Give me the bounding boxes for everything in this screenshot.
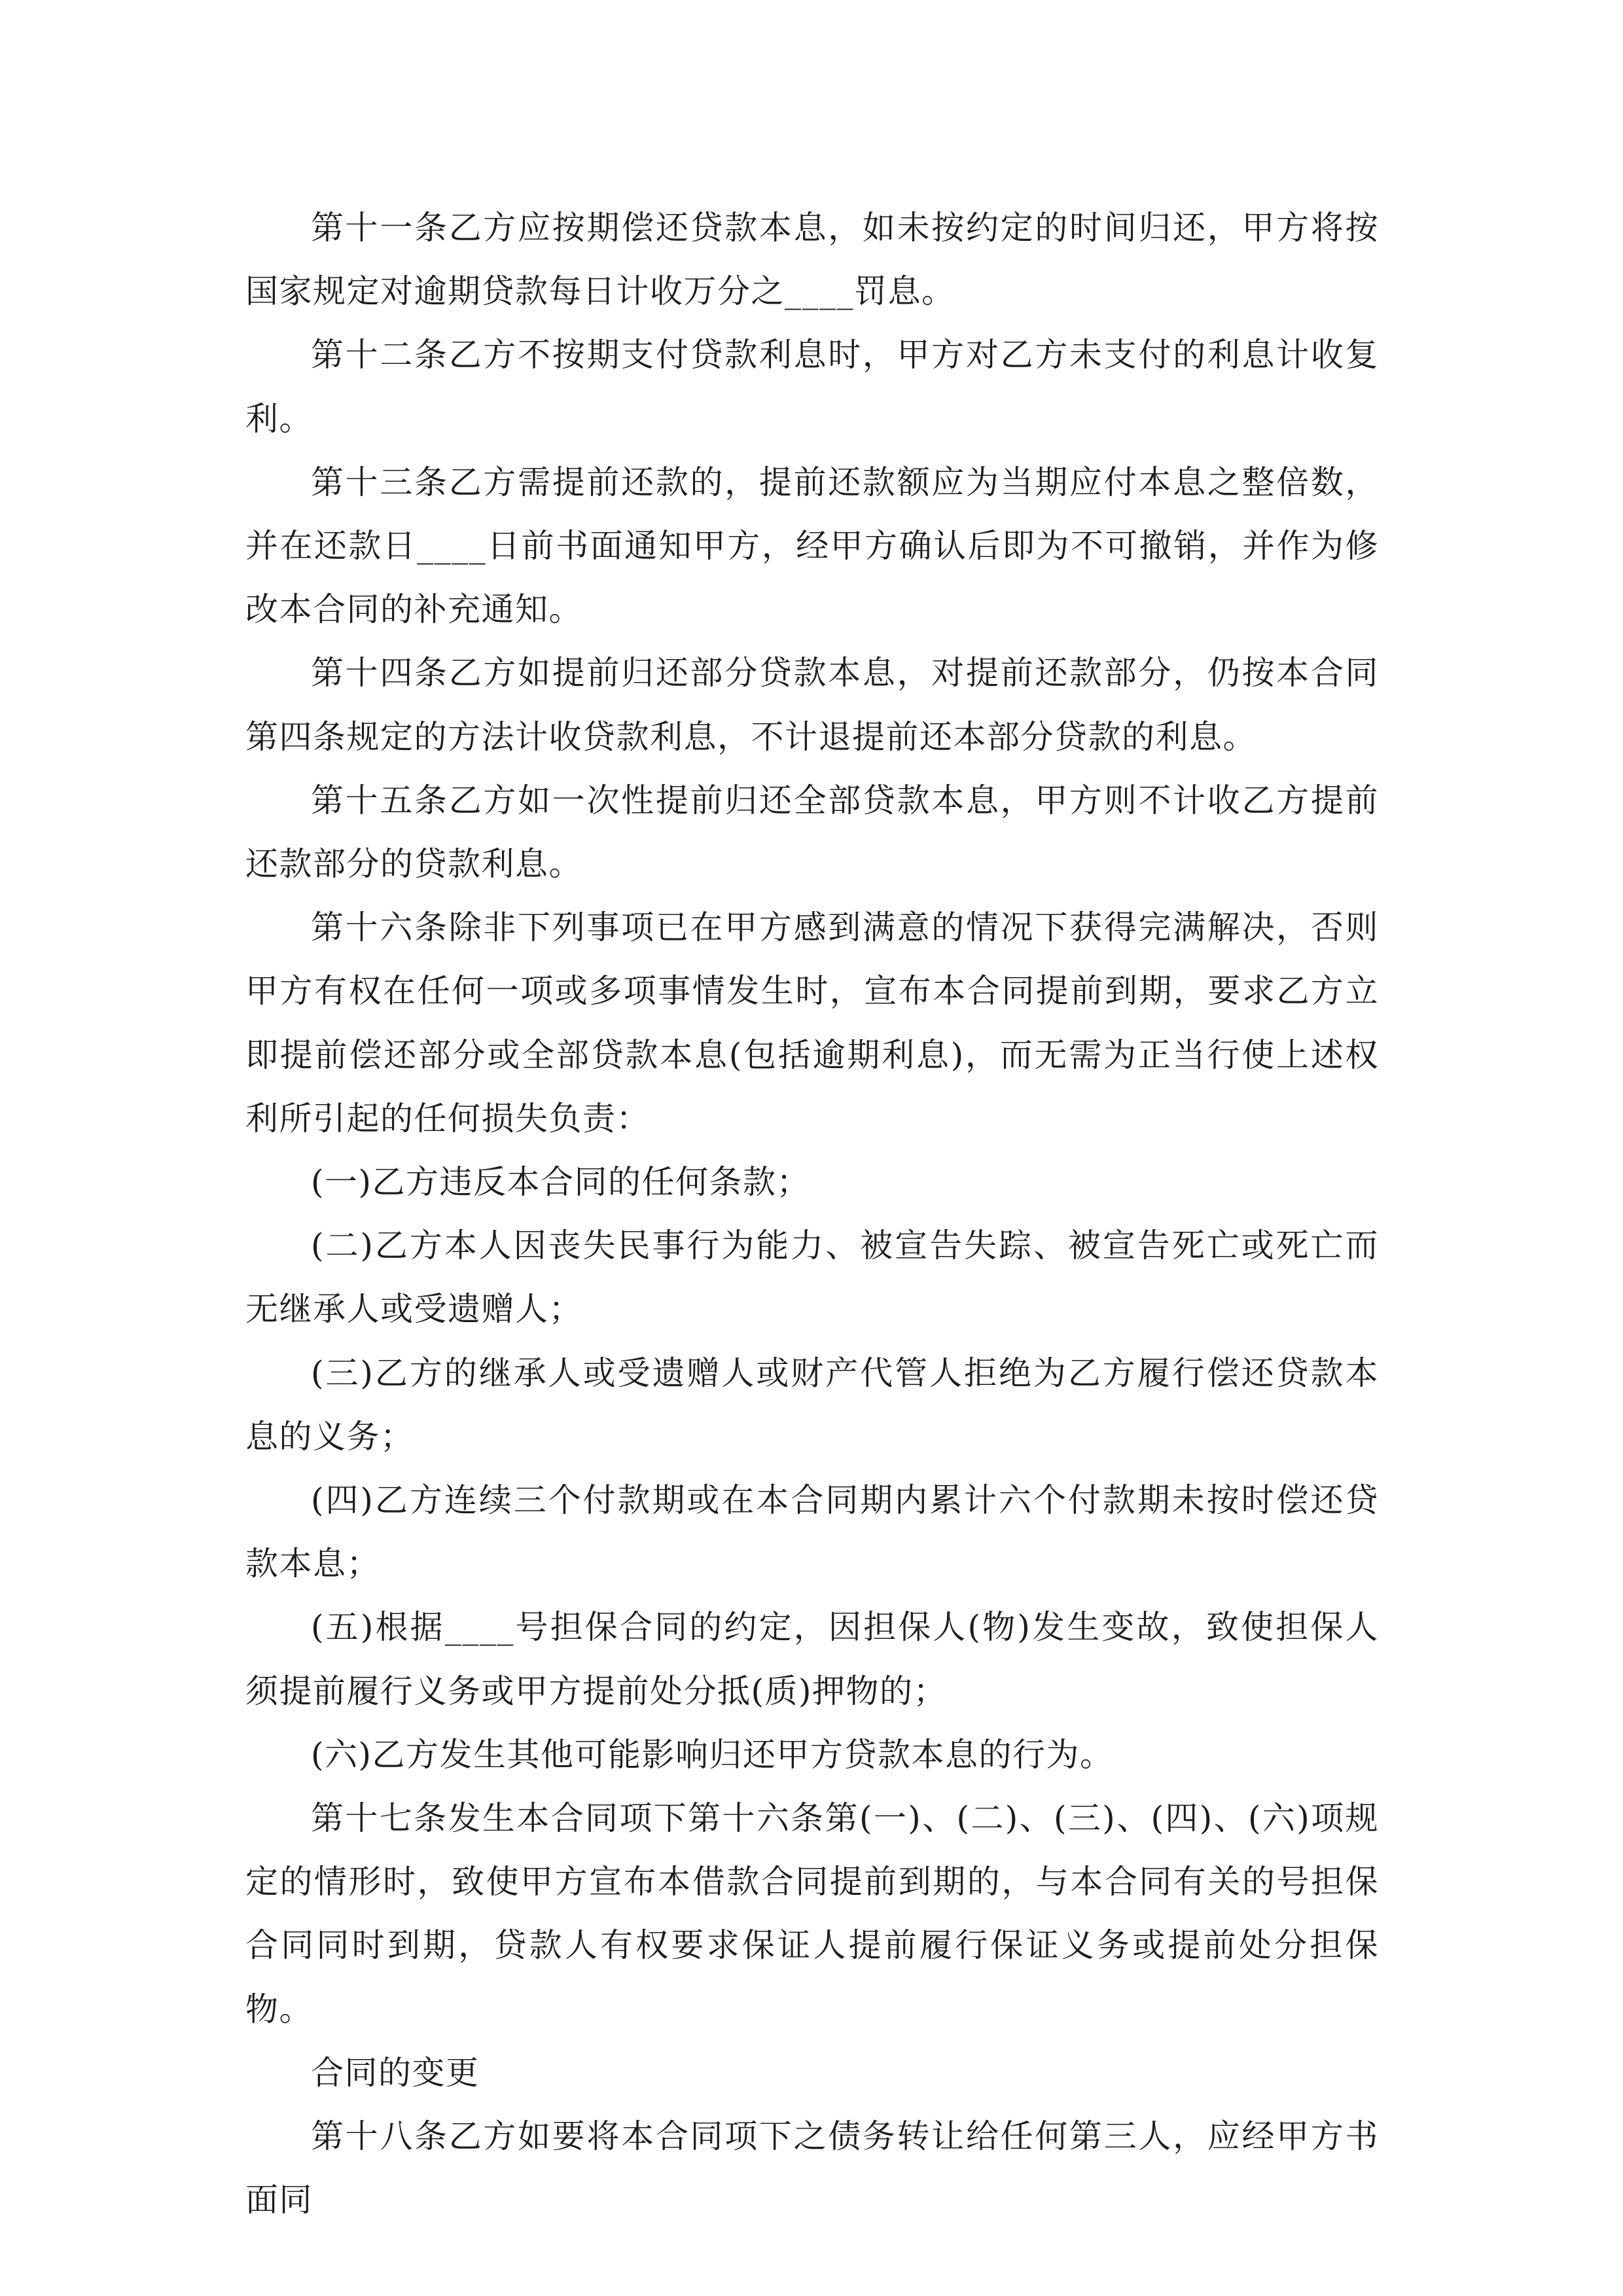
article-13-paragraph: 第十三条乙方需提前还款的，提前还款额应为当期应付本息之整倍数，并在还款日____日前书面通知甲方，经甲方确认后即为不可撤销，并作为修改本合同的补充通知。 xyxy=(245,463,1379,629)
article-11-paragraph: 第十一条乙方应按期偿还贷款本息，如未按约定的时间归还，甲方将按国家规定对逾期贷款每日计收万分之____罚息。 xyxy=(245,209,1379,311)
article-16-item-4: (四)乙方连续三个付款期或在本合同期内累计六个付款期未按时偿还贷款本息； xyxy=(245,1481,1379,1583)
article-16-item-5: (五)根据____号担保合同的约定，因担保人(物)发生变故，致使担保人须提前履行义务或甲方提前处分抵(质)押物的； xyxy=(245,1608,1379,1710)
article-15-paragraph: 第十五条乙方如一次性提前归还全部贷款本息，甲方则不计收乙方提前还款部分的贷款利息。 xyxy=(245,781,1379,884)
article-18-paragraph: 第十八条乙方如要将本合同项下之债务转让给任何第三人，应经甲方书面同 xyxy=(245,2117,1379,2219)
article-16-item-3: (三)乙方的继承人或受遗赠人或财产代管人拒绝为乙方履行偿还贷款本息的义务； xyxy=(245,1354,1379,1456)
article-14-paragraph: 第十四条乙方如提前归还部分贷款本息，对提前还款部分，仍按本合同第四条规定的方法计收贷款利息，不计退提前还本部分贷款的利息。 xyxy=(245,654,1379,756)
article-16-item-1: (一)乙方违反本合同的任何条款； xyxy=(311,1163,811,1202)
document-body xyxy=(245,196,1379,2233)
article-16-item-2: (二)乙方本人因丧失民事行为能力、被宣告失踪、被宣告死亡或死亡而无继承人或受遗赠人； xyxy=(245,1227,1379,1329)
article-16-paragraph: 第十六条除非下列事项已在甲方感到满意的情况下获得完满解决，否则甲方有权在任何一项或多项事情发生时，宣布本合同提前到期，要求乙方立即提前偿还部分或全部贷款本息(包括逾期利息)，而无需为正当行使上述权利所引起的任何损失负责： xyxy=(245,908,1379,1138)
article-17-paragraph: 第十七条发生本合同项下第十六条第(一)、(二)、(三)、(四)、(六)项规定的情形时，致使甲方宣布本借款合同提前到期的，与本合同有关的号担保合同同时到期，贷款人有权要求保证人提前履行保证义务或提前处分担保物。 xyxy=(245,1799,1379,2028)
article-12-paragraph: 第十二条乙方不按期支付贷款利息时，甲方对乙方未支付的利息计收复利。 xyxy=(245,336,1379,438)
section-heading-contract-change: 合同的变更 xyxy=(311,2053,480,2092)
article-16-item-6: (六)乙方发生其他可能影响归还甲方贷款本息的行为。 xyxy=(311,1735,1114,1774)
